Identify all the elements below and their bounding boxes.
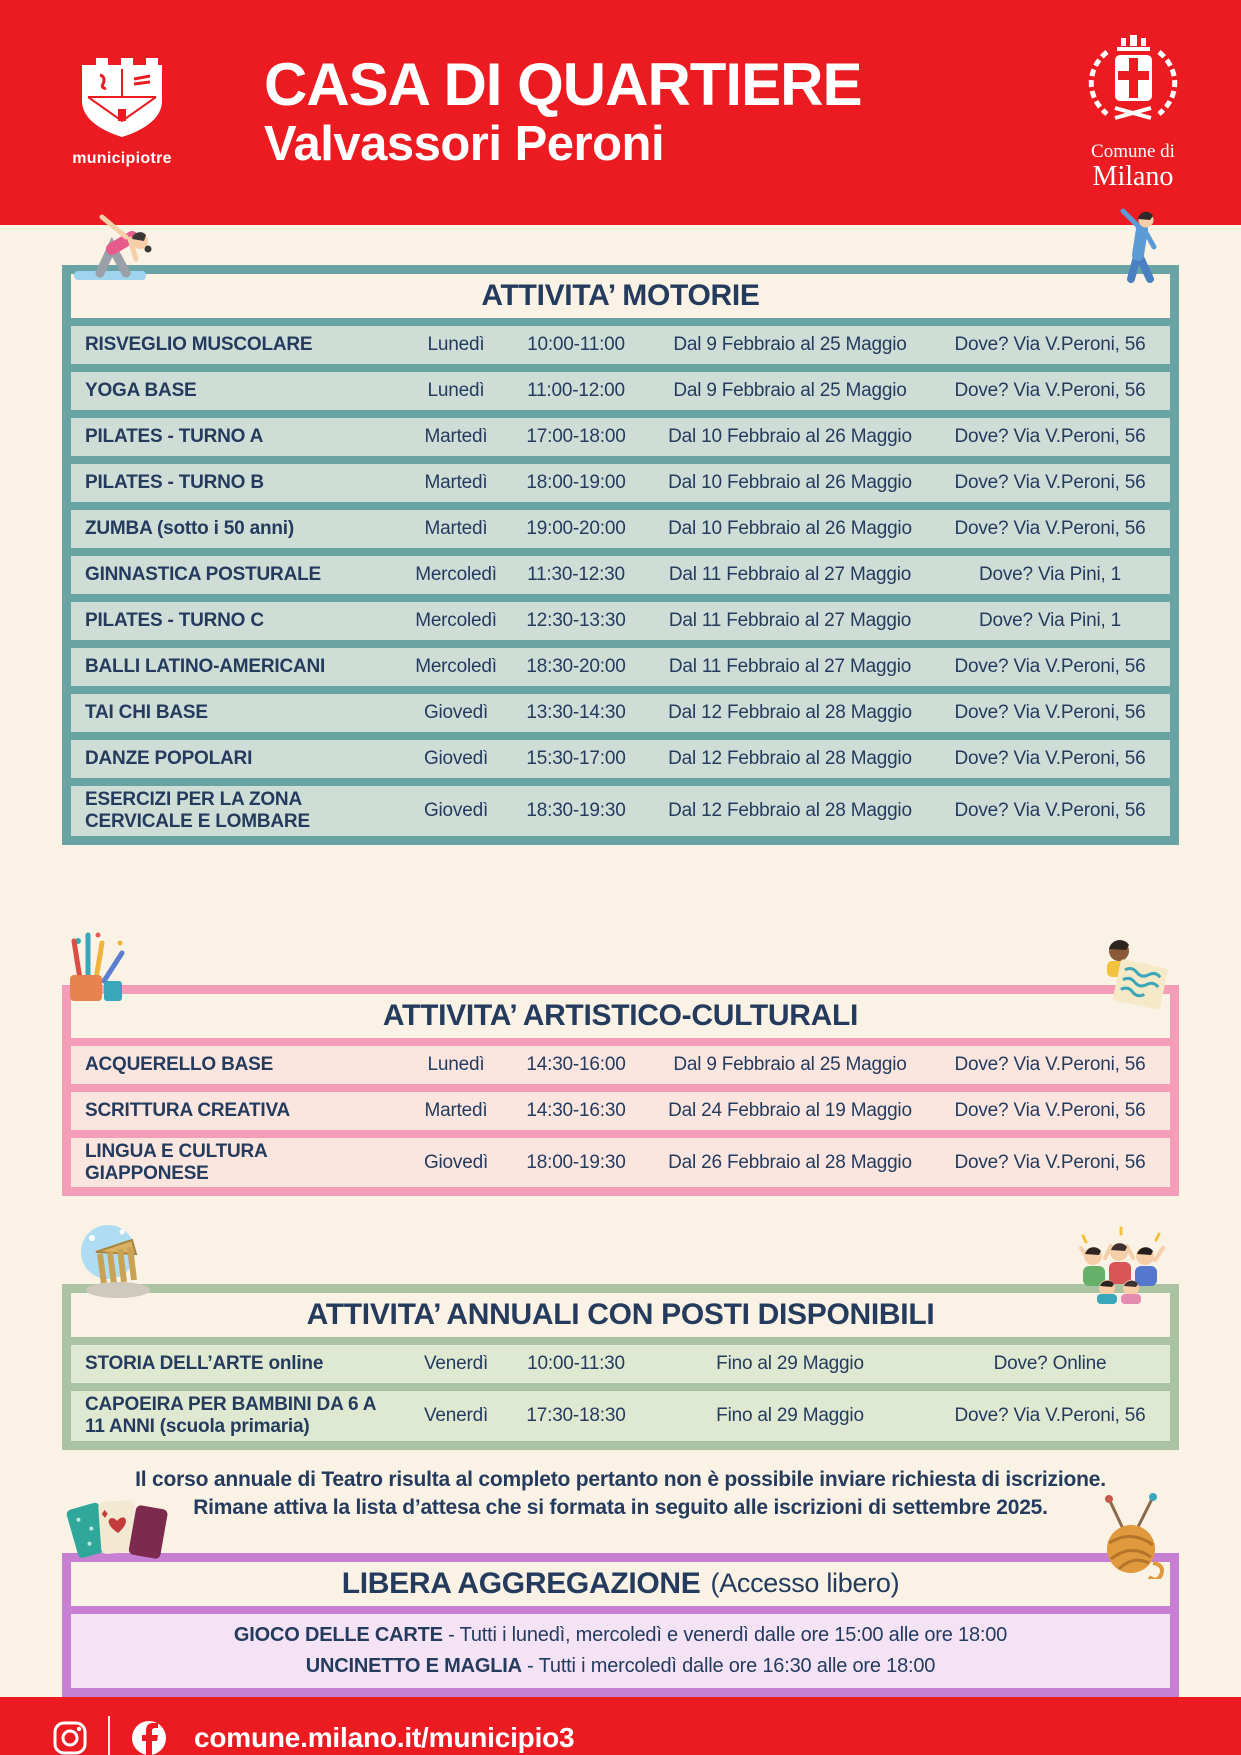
poster-body: [0, 225, 1241, 1697]
cell-location: Dove? Via V.Peroni, 56: [954, 472, 1146, 494]
cell-activity-name: RISVEGLIO MUSCOLARE: [85, 334, 313, 356]
cell-period: Dal 9 Febbraio al 25 Maggio: [673, 1053, 907, 1075]
cell-period: Dal 11 Febbraio al 27 Maggio: [668, 610, 912, 632]
section-title-band: [71, 274, 1170, 318]
cell-day: Lunedì: [427, 380, 485, 402]
aggregation-item-name: UNCINETTO E MAGLIA: [305, 1654, 522, 1677]
cell-activity-name: TAI CHI BASE: [85, 702, 208, 724]
poster-title-block: [264, 53, 861, 172]
note-line1: Il corso annuale di Teatro risulta al completo pertanto non è possibile inviare richiesta di iscrizione.: [135, 1468, 1106, 1492]
cell-period: Dal 9 Febbraio al 25 Maggio: [673, 334, 907, 356]
section-title: ATTIVITA’ ARTISTICO-CULTURALI: [382, 998, 859, 1032]
cell-location: Dove? Via Pini, 1: [978, 610, 1121, 632]
cell-period: Dal 11 Febbraio al 27 Maggio: [668, 564, 912, 586]
cell-location: Dove? Via Pini, 1: [978, 564, 1121, 586]
yarn-ball-illustration: [1097, 1493, 1171, 1579]
cell-time: 17:00-18:00: [526, 426, 626, 448]
section-attivita-artistico-culturali: [62, 985, 1179, 1197]
cell-time: 10:00-11:00: [527, 334, 625, 356]
section-title: ATTIVITA’ ANNUALI CON POSTI DISPONIBILI: [306, 1298, 935, 1332]
section-attivita-annuali: [62, 1284, 1179, 1450]
comune-milano-crest-icon: [1077, 34, 1189, 134]
cell-location: Dove? Via V.Peroni, 56: [954, 748, 1146, 770]
cell-day: Giovedì: [423, 1151, 489, 1173]
section-libera-aggregazione: [62, 1553, 1179, 1697]
cell-location: Dove? Via V.Peroni, 56: [954, 380, 1146, 402]
cell-activity-name: BALLI LATINO-AMERICANI: [85, 656, 326, 678]
instagram-icon: [52, 1720, 88, 1755]
cell-activity-name: ZUMBA (sotto i 50 anni): [85, 518, 294, 540]
cell-time: 14:30-16:00: [526, 1053, 626, 1075]
poster-title: CASA DI QUARTIERE: [264, 51, 862, 119]
cell-location: Dove? Via V.Peroni, 56: [954, 702, 1146, 724]
cell-period: Dal 24 Febbraio al 19 Maggio: [668, 1099, 912, 1121]
activity-row: [71, 1138, 1170, 1188]
cell-activity-name: PILATES - TURNO B: [85, 472, 264, 494]
header-banner: [0, 0, 1241, 225]
activity-row: [71, 418, 1170, 456]
activity-row: [71, 1092, 1170, 1130]
cell-time: 19:00-20:00: [526, 518, 626, 540]
cell-period: Fino al 29 Maggio: [716, 1353, 864, 1375]
activity-row: [71, 510, 1170, 548]
footer-divider: [108, 1716, 110, 1755]
cell-day: Venerdì: [423, 1353, 489, 1375]
cell-day: Mercoledì: [415, 656, 497, 678]
municipio-tre-logo: [42, 57, 202, 168]
activity-row: [71, 464, 1170, 502]
section-title-suffix: (Accesso libero): [710, 1568, 900, 1599]
children-group-illustration: [1071, 1226, 1171, 1304]
cell-period: Dal 12 Febbraio al 28 Maggio: [668, 748, 912, 770]
cell-location: Dove? Via V.Peroni, 56: [954, 1151, 1146, 1173]
municipio-shield-icon: [76, 57, 168, 141]
aggregation-item: [234, 1620, 1007, 1651]
art-brushes-illustration: [64, 927, 144, 1005]
cell-time: 12:30-13:30: [526, 610, 626, 632]
playing-cards-illustration: [62, 1487, 174, 1579]
cell-location: Dove? Via V.Peroni, 56: [954, 1053, 1146, 1075]
cell-time: 18:30-19:30: [526, 799, 626, 821]
cell-time: 14:30-16:30: [526, 1099, 626, 1121]
activity-row: [71, 326, 1170, 364]
teatro-course-note: [91, 1466, 1151, 1523]
cell-activity-name: ACQUERELLO BASE: [85, 1053, 274, 1075]
reading-person-illustration: [1093, 935, 1171, 1009]
cell-day: Giovedì: [423, 748, 489, 770]
poster-subtitle: Valvassori Peroni: [264, 116, 665, 171]
activity-row: [71, 1391, 1170, 1441]
section-title-band: [71, 1562, 1170, 1606]
cell-period: Dal 10 Febbraio al 26 Maggio: [668, 518, 912, 540]
municipio-logo-label: municipiotre: [72, 150, 172, 167]
cell-day: Martedì: [424, 518, 488, 540]
activity-row: [71, 602, 1170, 640]
cell-period: Dal 10 Febbraio al 26 Maggio: [668, 426, 912, 448]
cell-period: Dal 26 Febbraio al 28 Maggio: [668, 1151, 912, 1173]
cell-day: Mercoledì: [415, 564, 497, 586]
activity-row: [71, 372, 1170, 410]
aggregation-content: [71, 1614, 1170, 1688]
cell-period: Dal 12 Febbraio al 28 Maggio: [668, 702, 912, 724]
temple-illustration: [74, 1222, 160, 1302]
section-title: ATTIVITA’ MOTORIE: [481, 279, 760, 312]
yoga-figure-illustration: [70, 211, 152, 285]
cell-location: Dove? Via V.Peroni, 56: [954, 656, 1146, 678]
cell-location: Dove? Via V.Peroni, 56: [954, 518, 1146, 540]
activity-row: [71, 556, 1170, 594]
aggregation-item-details: - Tutti i mercoledì dalle ore 16:30 alle ore 18:00: [527, 1654, 936, 1677]
cell-time: 15:30-17:00: [526, 748, 626, 770]
activity-row: [71, 1046, 1170, 1084]
cell-time: 18:00-19:30: [526, 1151, 626, 1173]
cell-activity-name: SCRITTURA CREATIVA: [85, 1099, 291, 1121]
comune-logo-line1: Comune di: [1091, 141, 1175, 162]
aggregation-item-name: GIOCO DELLE CARTE: [233, 1623, 443, 1646]
cell-day: Venerdì: [423, 1405, 489, 1427]
activity-row: [71, 1345, 1170, 1383]
cell-day: Martedì: [424, 1099, 488, 1121]
cell-day: Martedì: [424, 426, 488, 448]
comune-logo-line2: Milano: [1092, 161, 1174, 192]
section-title-band: [71, 994, 1170, 1038]
cell-activity-name: LINGUA E CULTURA GIAPPONESE: [85, 1140, 267, 1184]
cell-period: Dal 9 Febbraio al 25 Maggio: [673, 380, 907, 402]
cell-day: Mercoledì: [415, 610, 497, 632]
cell-day: Lunedì: [427, 334, 485, 356]
facebook-icon: [130, 1719, 168, 1755]
footer-url: comune.milano.it/municipio3: [194, 1721, 575, 1753]
cell-location: Dove? Online: [993, 1353, 1107, 1375]
cell-period: Dal 11 Febbraio al 27 Maggio: [668, 656, 912, 678]
aggregation-item: [306, 1651, 935, 1682]
aggregation-item-details: - Tutti i lunedì, mercoledì e venerdì dalle ore 15:00 alle ore 18:00: [448, 1623, 1008, 1646]
cell-period: Dal 10 Febbraio al 26 Maggio: [668, 472, 912, 494]
cell-activity-name: PILATES - TURNO A: [85, 426, 264, 448]
cell-location: Dove? Via V.Peroni, 56: [954, 334, 1146, 356]
cell-activity-name: GINNASTICA POSTURALE: [85, 564, 321, 586]
cell-day: Martedì: [424, 472, 488, 494]
stretching-figure-illustration: [1113, 207, 1171, 283]
cell-day: Giovedì: [423, 702, 489, 724]
cell-time: 18:00-19:00: [526, 472, 626, 494]
cell-activity-name: YOGA BASE: [85, 380, 197, 402]
cell-time: 13:30-14:30: [526, 702, 626, 724]
cell-time: 17:30-18:30: [526, 1405, 626, 1427]
cell-location: Dove? Via V.Peroni, 56: [954, 799, 1146, 821]
activity-row: [71, 694, 1170, 732]
cell-location: Dove? Via V.Peroni, 56: [954, 1405, 1146, 1427]
cell-period: Fino al 29 Maggio: [716, 1405, 864, 1427]
cell-day: Giovedì: [423, 799, 489, 821]
cell-activity-name: ESERCIZI PER LA ZONA CERVICALE E LOMBARE: [85, 789, 310, 832]
cell-time: 11:00-12:00: [527, 380, 625, 402]
activity-row: [71, 786, 1170, 836]
cell-time: 10:00-11:30: [527, 1353, 625, 1375]
activity-row: [71, 648, 1170, 686]
cell-location: Dove? Via V.Peroni, 56: [954, 1099, 1146, 1121]
cell-day: Lunedì: [427, 1053, 485, 1075]
cell-location: Dove? Via V.Peroni, 56: [954, 426, 1146, 448]
section-title-band: [71, 1293, 1170, 1337]
cell-activity-name: PILATES - TURNO C: [85, 610, 264, 632]
cell-activity-name: STORIA DELL’ARTE online: [85, 1353, 324, 1375]
note-line2: Rimane attiva la lista d’attesa che si formata in seguito alle iscrizioni di settembre 2025.: [193, 1496, 1048, 1520]
cell-time: 11:30-12:30: [527, 564, 625, 586]
footer-banner: [0, 1697, 1241, 1755]
cell-activity-name: DANZE POPOLARI: [85, 748, 253, 770]
cell-period: Dal 12 Febbraio al 28 Maggio: [668, 799, 912, 821]
section-title: LIBERA AGGREGAZIONE: [341, 1566, 701, 1600]
cell-activity-name: CAPOEIRA PER BAMBINI DA 6 A 11 ANNI (scuola primaria): [85, 1394, 376, 1438]
section-attivita-motorie: [62, 265, 1179, 845]
comune-milano-logo: [1077, 34, 1189, 191]
activity-row: [71, 740, 1170, 778]
cell-time: 18:30-20:00: [526, 656, 626, 678]
